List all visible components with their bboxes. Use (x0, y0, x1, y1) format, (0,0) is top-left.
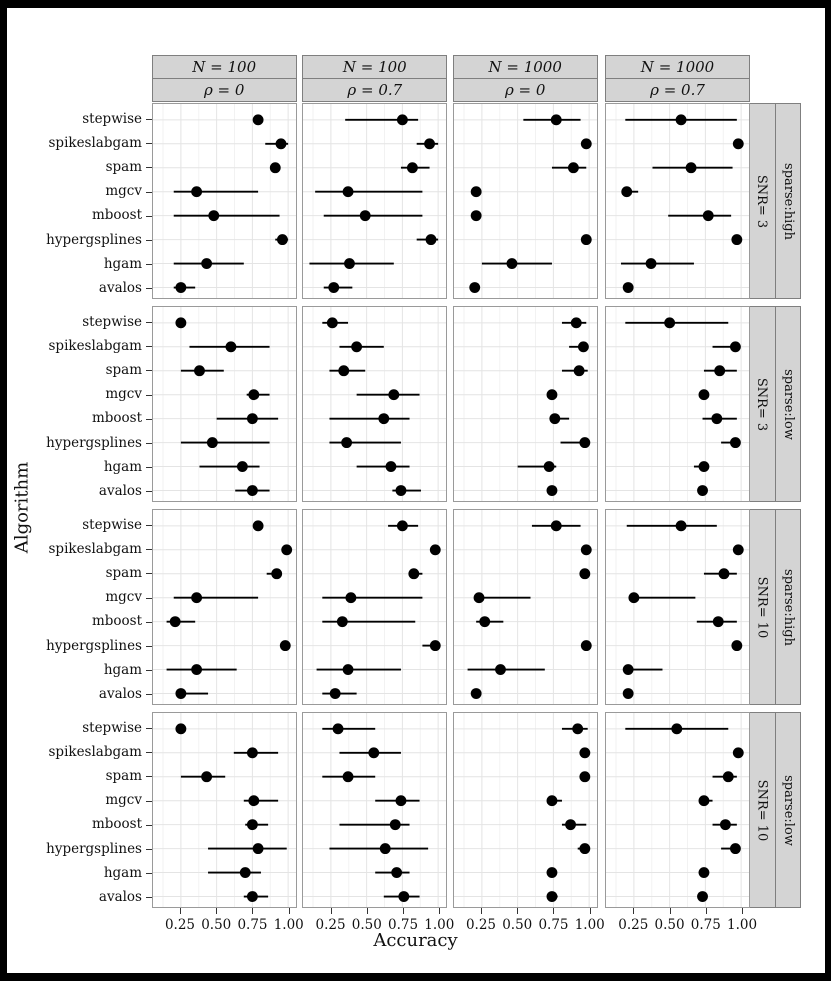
point-estimate-hgam (392, 867, 403, 878)
y-axis-tick (146, 467, 152, 468)
panel-r3c3 (605, 712, 750, 908)
point-estimate-mgcv (470, 186, 481, 197)
y-axis-tick (146, 694, 152, 695)
y-axis-tick (146, 143, 152, 144)
point-estimate-hgam (191, 664, 202, 675)
y-axis-tick (146, 346, 152, 347)
facet-row-strip-snr (748, 712, 776, 908)
point-estimate-mgcv (621, 186, 632, 197)
y-axis-tick (146, 525, 152, 526)
point-estimate-spam (271, 568, 282, 579)
facet-row-strip-sparse (775, 306, 801, 502)
point-estimate-spikeslabgam (351, 341, 362, 352)
x-axis-tick (289, 908, 290, 914)
point-estimate-mboost (169, 616, 180, 627)
facet-row-strip-sparse-label: sparse:low (780, 774, 796, 846)
point-estimate-spikeslabgam (733, 544, 744, 555)
point-estimate-stepwise (333, 723, 344, 734)
point-estimate-hgam (495, 664, 506, 675)
panel-canvas (606, 510, 749, 704)
point-estimate-hgam (201, 258, 212, 269)
point-estimate-stepwise (252, 114, 263, 125)
point-estimate-stepwise (252, 520, 263, 531)
y-axis-tick (146, 395, 152, 396)
point-estimate-spikeslabgam (581, 544, 592, 555)
y-axis-label-spam: spam (105, 767, 142, 784)
point-estimate-spam (579, 568, 590, 579)
panel-canvas (303, 510, 446, 704)
x-tick-label: 0.50 (502, 917, 533, 933)
y-axis-tick (146, 322, 152, 323)
point-estimate-avalos (546, 891, 557, 902)
point-estimate-mgcv (346, 592, 357, 603)
point-estimate-avalos (247, 891, 258, 902)
y-axis-label-mgcv: mgcv (105, 792, 142, 809)
facet-col-strip-rho: ρ = 0.7 (605, 78, 750, 102)
y-axis-tick (146, 622, 152, 623)
panel-r1c0 (152, 306, 297, 502)
point-estimate-spikeslabgam (369, 747, 380, 758)
point-estimate-spam (573, 365, 584, 376)
facet-row-strip-sparse-label: sparse:high (780, 568, 796, 646)
point-estimate-mboost (247, 413, 258, 424)
x-tick-label: 0.50 (351, 917, 382, 933)
point-estimate-spam (723, 771, 734, 782)
x-axis-tick (367, 908, 368, 914)
point-estimate-hypergsplines (730, 437, 741, 448)
facet-row-strip-sparse (775, 712, 801, 908)
y-axis-label-avalos: avalos (98, 888, 142, 905)
x-axis-tick (706, 908, 707, 914)
point-estimate-stepwise (551, 520, 562, 531)
y-axis-label-spikeslabgam: spikeslabgam (48, 540, 142, 557)
panel-r0c3 (605, 103, 750, 299)
facet-row-strip-snr (748, 103, 776, 299)
y-axis-tick (146, 873, 152, 874)
point-estimate-mboost (549, 413, 560, 424)
x-tick-label: 0.75 (237, 917, 268, 933)
y-axis-label-hypergsplines: hypergsplines (46, 840, 142, 857)
y-axis-label-spikeslabgam: spikeslabgam (48, 743, 142, 760)
x-axis-tick (216, 908, 217, 914)
facet-row-strip-snr (748, 306, 776, 502)
point-estimate-avalos (329, 282, 340, 293)
point-estimate-hypergsplines (341, 437, 352, 448)
x-axis-tick (481, 908, 482, 914)
point-estimate-mgcv (546, 389, 557, 400)
y-axis-label-hgam: hgam (103, 661, 142, 678)
point-estimate-mboost (720, 819, 731, 830)
y-axis-tick (146, 728, 152, 729)
point-estimate-mgcv (248, 389, 259, 400)
panel-r0c2 (453, 103, 598, 299)
point-estimate-hypergsplines (581, 640, 592, 651)
y-axis-label-hypergsplines: hypergsplines (46, 434, 142, 451)
point-estimate-stepwise (175, 723, 186, 734)
facet-col-strip-n: N = 1000 (453, 55, 598, 79)
point-estimate-hgam (343, 664, 354, 675)
y-axis-tick (146, 573, 152, 574)
point-estimate-hgam (344, 258, 355, 269)
y-axis-tick (146, 598, 152, 599)
point-estimate-spam (343, 771, 354, 782)
point-estimate-hypergsplines (380, 843, 391, 854)
x-tick-label: 0.75 (690, 917, 721, 933)
point-estimate-avalos (399, 891, 410, 902)
panel-canvas (153, 713, 296, 907)
panel-r1c2 (453, 306, 598, 502)
x-axis-tick (670, 908, 671, 914)
point-estimate-spikeslabgam (430, 544, 441, 555)
panel-canvas (454, 104, 597, 298)
y-axis-tick (146, 776, 152, 777)
point-estimate-spam (714, 365, 725, 376)
point-estimate-mgcv (699, 795, 710, 806)
point-estimate-stepwise (327, 317, 338, 328)
x-tick-label: 0.25 (465, 917, 496, 933)
x-tick-label: 0.25 (315, 917, 346, 933)
point-estimate-hypergsplines (730, 843, 741, 854)
point-estimate-spam (407, 162, 418, 173)
y-axis-label-stepwise: stepwise (82, 516, 142, 533)
point-estimate-mgcv (699, 389, 710, 400)
x-axis-tick (331, 908, 332, 914)
point-estimate-hgam (699, 461, 710, 472)
point-estimate-spam (568, 162, 579, 173)
y-axis-label-spam: spam (105, 361, 142, 378)
x-axis-tick (742, 908, 743, 914)
point-estimate-hypergsplines (581, 234, 592, 245)
point-estimate-hgam (386, 461, 397, 472)
y-axis-label-mboost: mboost (91, 410, 142, 427)
y-axis-label-spikeslabgam: spikeslabgam (48, 134, 142, 151)
point-estimate-hgam (623, 664, 634, 675)
point-estimate-spikeslabgam (581, 138, 592, 149)
y-axis-tick (146, 240, 152, 241)
x-tick-label: 0.75 (388, 917, 419, 933)
facet-col-strip-n: N = 100 (302, 55, 447, 79)
facet-row-strip-snr-label: SNR= 10 (754, 779, 770, 841)
panel-canvas (153, 104, 296, 298)
x-axis-tick (439, 908, 440, 914)
x-tick-label: 0.50 (654, 917, 685, 933)
y-axis-label-hgam: hgam (103, 458, 142, 475)
point-estimate-mboost (390, 819, 401, 830)
y-axis-tick (146, 192, 152, 193)
point-estimate-mboost (470, 210, 481, 221)
y-axis-tick (146, 752, 152, 753)
facet-row-strip-sparse (775, 103, 801, 299)
y-axis-tick (146, 897, 152, 898)
y-axis-label-hgam: hgam (103, 864, 142, 881)
point-estimate-avalos (623, 688, 634, 699)
point-estimate-avalos (546, 485, 557, 496)
y-axis-label-hypergsplines: hypergsplines (46, 231, 142, 248)
point-estimate-hgam (699, 867, 710, 878)
panel-canvas (454, 713, 597, 907)
y-axis-label-mgcv: mgcv (105, 386, 142, 403)
facet-row-strip-sparse-label: sparse:low (780, 368, 796, 440)
point-estimate-spam (339, 365, 350, 376)
x-tick-label: 1.00 (574, 917, 605, 933)
y-axis-title: Algorithm (11, 461, 33, 554)
point-estimate-mgcv (396, 795, 407, 806)
point-estimate-hypergsplines (277, 234, 288, 245)
y-axis-tick (146, 801, 152, 802)
point-estimate-hgam (237, 461, 248, 472)
point-estimate-mboost (713, 616, 724, 627)
y-axis-tick (146, 288, 152, 289)
point-estimate-avalos (330, 688, 341, 699)
x-tick-label: 1.00 (726, 917, 758, 933)
y-axis-label-avalos: avalos (98, 279, 142, 296)
point-estimate-spam (270, 162, 281, 173)
panel-canvas (454, 510, 597, 704)
panel-canvas (454, 307, 597, 501)
point-estimate-stepwise (397, 520, 408, 531)
point-estimate-hypergsplines (207, 437, 218, 448)
y-axis-label-spikeslabgam: spikeslabgam (48, 337, 142, 354)
y-axis-tick (146, 216, 152, 217)
point-estimate-hgam (506, 258, 517, 269)
x-axis-tick (633, 908, 634, 914)
panel-r2c0 (152, 509, 297, 705)
point-estimate-stepwise (664, 317, 675, 328)
point-estimate-spikeslabgam (424, 138, 435, 149)
point-estimate-hypergsplines (280, 640, 291, 651)
facet-col-strip-rho: ρ = 0.7 (302, 78, 447, 102)
point-estimate-mgcv (628, 592, 639, 603)
y-axis-tick (146, 670, 152, 671)
x-axis-tick (180, 908, 181, 914)
point-estimate-spam (579, 771, 590, 782)
point-estimate-spikeslabgam (275, 138, 286, 149)
panel-canvas (606, 307, 749, 501)
x-tick-label: 0.25 (164, 917, 195, 933)
panel-r1c3 (605, 306, 750, 502)
point-estimate-mgcv (191, 186, 202, 197)
y-axis-label-hgam: hgam (103, 255, 142, 272)
panel-r0c0 (152, 103, 297, 299)
panel-r3c1 (302, 712, 447, 908)
facet-row-strip-sparse (775, 509, 801, 705)
facet-col-strip-rho: ρ = 0 (453, 78, 598, 102)
y-axis-label-mboost: mboost (91, 816, 142, 833)
x-axis-tick (403, 908, 404, 914)
point-estimate-spam (686, 162, 697, 173)
y-axis-tick (146, 419, 152, 420)
facet-row-strip-snr (748, 509, 776, 705)
panel-canvas (606, 104, 749, 298)
point-estimate-hgam (646, 258, 657, 269)
point-estimate-avalos (247, 485, 258, 496)
point-estimate-mboost (379, 413, 390, 424)
facet-col-strip-n: N = 1000 (605, 55, 750, 79)
x-axis-tick (590, 908, 591, 914)
point-estimate-hypergsplines (731, 234, 742, 245)
point-estimate-spikeslabgam (579, 747, 590, 758)
y-axis-label-mgcv: mgcv (105, 589, 142, 606)
x-axis-title: Accuracy (373, 930, 458, 951)
point-estimate-mboost (337, 616, 348, 627)
y-axis-tick (146, 370, 152, 371)
point-estimate-hypergsplines (579, 843, 590, 854)
point-estimate-stepwise (676, 114, 687, 125)
panel-canvas (303, 307, 446, 501)
point-estimate-spikeslabgam (281, 544, 292, 555)
point-estimate-hgam (239, 867, 250, 878)
y-axis-tick (146, 264, 152, 265)
x-tick-label: 1.00 (424, 917, 455, 933)
point-estimate-avalos (396, 485, 407, 496)
point-estimate-spikeslabgam (247, 747, 258, 758)
point-estimate-mgcv (389, 389, 400, 400)
point-estimate-avalos (697, 485, 708, 496)
facet-row-strip-snr-label: SNR= 3 (754, 174, 770, 228)
facet-row-strip-sparse-label: sparse:high (780, 162, 796, 240)
panel-canvas (303, 104, 446, 298)
point-estimate-mboost (247, 819, 258, 830)
point-estimate-stepwise (551, 114, 562, 125)
point-estimate-mgcv (473, 592, 484, 603)
point-estimate-spikeslabgam (733, 138, 744, 149)
y-axis-tick (146, 119, 152, 120)
point-estimate-stepwise (175, 317, 186, 328)
point-estimate-spam (194, 365, 205, 376)
point-estimate-hypergsplines (426, 234, 437, 245)
point-estimate-mboost (360, 210, 371, 221)
point-estimate-avalos (470, 688, 481, 699)
x-tick-label: 0.75 (538, 917, 569, 933)
point-estimate-mgcv (191, 592, 202, 603)
point-estimate-mboost (565, 819, 576, 830)
point-estimate-spikeslabgam (733, 747, 744, 758)
point-estimate-spam (719, 568, 730, 579)
y-axis-tick (146, 646, 152, 647)
x-tick-label: 0.25 (618, 917, 649, 933)
y-axis-label-hypergsplines: hypergsplines (46, 637, 142, 654)
panel-r2c1 (302, 509, 447, 705)
point-estimate-mboost (479, 616, 490, 627)
point-estimate-stepwise (571, 317, 582, 328)
facet-row-strip-snr-label: SNR= 10 (754, 576, 770, 638)
point-estimate-stepwise (572, 723, 583, 734)
point-estimate-hgam (546, 867, 557, 878)
panel-canvas (303, 713, 446, 907)
x-axis-tick (517, 908, 518, 914)
panel-r3c2 (453, 712, 598, 908)
panel-canvas (606, 713, 749, 907)
panel-r2c3 (605, 509, 750, 705)
point-estimate-spam (201, 771, 212, 782)
point-estimate-avalos (175, 688, 186, 699)
point-estimate-spikeslabgam (578, 341, 589, 352)
point-estimate-mboost (703, 210, 714, 221)
y-axis-label-avalos: avalos (98, 482, 142, 499)
point-estimate-mgcv (248, 795, 259, 806)
point-estimate-spikeslabgam (730, 341, 741, 352)
panel-canvas (153, 510, 296, 704)
point-estimate-avalos (175, 282, 186, 293)
y-axis-label-mboost: mboost (91, 207, 142, 224)
point-estimate-mboost (711, 413, 722, 424)
y-axis-tick (146, 443, 152, 444)
y-axis-tick (146, 549, 152, 550)
point-estimate-hypergsplines (731, 640, 742, 651)
y-axis-tick (146, 825, 152, 826)
point-estimate-spikeslabgam (225, 341, 236, 352)
x-tick-label: 0.50 (201, 917, 232, 933)
panel-r1c1 (302, 306, 447, 502)
x-tick-label: 1.00 (273, 917, 304, 933)
point-estimate-spam (409, 568, 420, 579)
point-estimate-hypergsplines (579, 437, 590, 448)
point-estimate-avalos (697, 891, 708, 902)
y-axis-tick (146, 849, 152, 850)
y-axis-label-stepwise: stepwise (82, 110, 142, 127)
point-estimate-hgam (543, 461, 554, 472)
point-estimate-mgcv (546, 795, 557, 806)
facet-col-strip-n: N = 100 (152, 55, 297, 79)
point-estimate-avalos (469, 282, 480, 293)
facet-col-strip-rho: ρ = 0 (152, 78, 297, 102)
point-estimate-avalos (623, 282, 634, 293)
point-estimate-hypergsplines (252, 843, 263, 854)
panel-r2c2 (453, 509, 598, 705)
y-axis-label-spam: spam (105, 564, 142, 581)
facet-row-strip-snr-label: SNR= 3 (754, 377, 770, 431)
point-estimate-stepwise (397, 114, 408, 125)
y-axis-tick (146, 491, 152, 492)
panel-r0c1 (302, 103, 447, 299)
panel-r3c0 (152, 712, 297, 908)
y-axis-label-spam: spam (105, 158, 142, 175)
point-estimate-stepwise (676, 520, 687, 531)
x-axis-tick (252, 908, 253, 914)
y-axis-label-stepwise: stepwise (82, 313, 142, 330)
y-axis-label-mboost: mboost (91, 613, 142, 630)
y-axis-label-avalos: avalos (98, 685, 142, 702)
x-axis-tick (553, 908, 554, 914)
y-axis-tick (146, 167, 152, 168)
y-axis-label-stepwise: stepwise (82, 719, 142, 736)
point-estimate-stepwise (671, 723, 682, 734)
point-estimate-mgcv (343, 186, 354, 197)
y-axis-label-mgcv: mgcv (105, 183, 142, 200)
panel-canvas (153, 307, 296, 501)
point-estimate-hypergsplines (430, 640, 441, 651)
point-estimate-mboost (208, 210, 219, 221)
